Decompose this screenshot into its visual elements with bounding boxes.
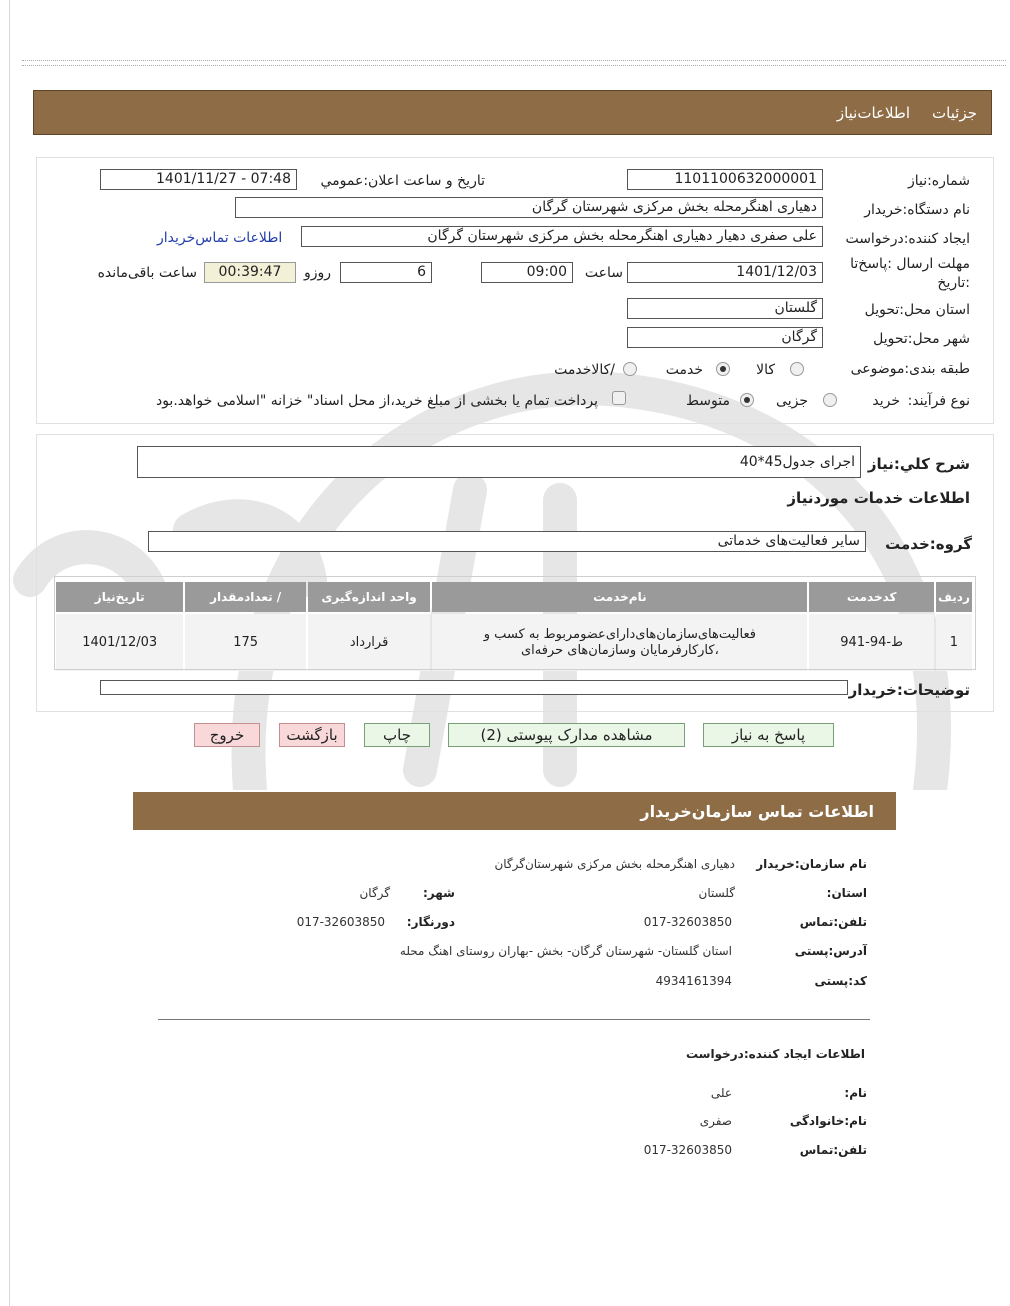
exit-button[interactable]: خروج xyxy=(194,723,260,747)
buyer-notes-field xyxy=(100,680,848,695)
process-option-minor: جزیی xyxy=(776,393,808,409)
deadline-time-field: 09:00 xyxy=(481,262,573,283)
buyer-org-label: نام دستگاه:خریدار xyxy=(864,202,970,218)
contact-province-label: استان: xyxy=(826,886,867,900)
announce-label: تاریخ و ساعت اعلان:عمومي xyxy=(320,173,485,189)
print-button[interactable]: چاپ xyxy=(364,723,430,747)
days-label: روزو xyxy=(303,265,331,281)
province-label: استان محل:تحویل xyxy=(864,302,970,318)
contact-org-value: دهیاری اهنگرمحله بخش مرکزی شهرستان‌گرگان xyxy=(494,857,735,871)
creator-family-label: نام:خانوادگی xyxy=(789,1114,867,1128)
contact-city-value: گرگان xyxy=(359,886,390,900)
tab-details[interactable]: جزئیات xyxy=(932,103,977,122)
col-header-name: نام‌خدمت xyxy=(432,582,807,612)
need-number-label: شماره:نیاز xyxy=(907,173,970,189)
contact-fax-label: دورنگار: xyxy=(406,915,455,929)
announce-datetime-field: 1401/11/27 - 07:48 xyxy=(100,169,297,190)
contact-fax-value: 017-32603850 xyxy=(296,915,385,929)
contact-address-value: استان گلستان- شهرستان گرگان- بخش -بهاران روستای اهنگ محله xyxy=(399,944,732,958)
service-group-label: گروه:خدمت xyxy=(885,535,972,553)
process-radio-medium[interactable] xyxy=(740,393,754,407)
col-header-row: ردیف xyxy=(936,582,972,612)
contact-city-label: شهر: xyxy=(423,886,455,900)
creator-name-value: علی xyxy=(710,1086,732,1100)
tab-need-info[interactable]: اطلاعات‌نیاز xyxy=(836,103,911,122)
buyer-contact-bar: اطلاعات تماس سازمان‌خریدار xyxy=(133,792,896,830)
deadline-time-label: ساعت xyxy=(584,265,623,281)
creator-label: ایجاد کننده:درخواست xyxy=(845,231,970,247)
category-option-goods-service: /کالاخدمت xyxy=(554,362,615,378)
cell-code: ط-94-941 xyxy=(809,614,933,671)
col-header-qty: / تعدادمقدار xyxy=(185,582,305,612)
buyer-org-field: دهیاری اهنگرمحله بخش مرکزی شهرستان گرگان xyxy=(235,197,823,218)
service-group-field: سایر فعالیت‌های خدماتی xyxy=(148,531,866,552)
deadline-date-field: 1401/12/03 xyxy=(627,262,823,283)
category-option-service: خدمت xyxy=(665,362,703,378)
contact-address-label: آدرس:پستی xyxy=(794,944,867,958)
col-header-code: کدخدمت xyxy=(809,582,933,612)
summary-field: اجرای جدول45*40 xyxy=(137,446,861,478)
process-radio-minor[interactable] xyxy=(823,393,837,407)
category-radio-goods[interactable] xyxy=(790,362,804,376)
creator-name-label: نام: xyxy=(844,1086,867,1100)
col-header-date: تاریخ‌نیاز xyxy=(56,582,183,612)
days-field: 6 xyxy=(340,262,432,283)
view-attachments-button[interactable]: مشاهده مدارک پیوستی (2) xyxy=(448,723,685,747)
contact-phone-value: 017-32603850 xyxy=(643,915,732,929)
page-frame-line xyxy=(9,0,10,1306)
cell-date: 1401/12/03 xyxy=(56,614,183,671)
category-radio-goods-service[interactable] xyxy=(623,362,637,376)
contact-province-value: گلستان xyxy=(698,886,735,900)
city-field: گرگان xyxy=(627,327,823,348)
creator-info-title: اطلاعات ایجاد کننده:درخواست xyxy=(685,1047,865,1061)
cell-unit: قرارداد xyxy=(308,614,430,671)
province-field: گلستان xyxy=(627,298,823,319)
col-header-unit: واحد اندازه‌گیری xyxy=(308,582,430,612)
contact-postal-value: 4934161394 xyxy=(655,974,732,988)
process-label: نوع فرآیند: xyxy=(907,393,970,409)
contact-phone-label: تلفن:تماس xyxy=(799,915,867,929)
back-button[interactable]: بازگشت xyxy=(279,723,345,747)
buyer-notes-label: توضیحات:خریدار xyxy=(848,681,970,699)
summary-label: شرح کلي:نیاز xyxy=(867,455,970,473)
remaining-time-field: 00:39:47 xyxy=(204,262,296,283)
reply-to-need-button[interactable]: پاسخ به نیاز xyxy=(703,723,834,747)
buyer-contact-link[interactable]: اطلاعات تماس‌خریدار xyxy=(157,230,283,246)
contact-divider xyxy=(158,1019,870,1020)
treasury-payment-note: پرداخت تمام یا بخشی از مبلغ خرید،از محل اسناد" خزانه "اسلامی خواهد.بود xyxy=(155,393,598,409)
category-radio-service[interactable] xyxy=(716,362,730,376)
creator-phone-label: تلفن:تماس xyxy=(799,1143,867,1157)
city-label: شهر محل:تحویل xyxy=(873,331,970,347)
contact-postal-label: کد:پستی xyxy=(814,974,867,988)
services-title: اطلاعات خدمات موردنیاز xyxy=(787,489,970,507)
need-number-field: 1101100632000001 xyxy=(627,169,823,190)
details-header-bar xyxy=(33,90,992,135)
remaining-label: ساعت باقی‌مانده xyxy=(97,265,197,281)
deadline-label-date: :تاریخ xyxy=(937,275,970,291)
contact-org-label: نام سازمان:خریدار xyxy=(756,857,867,871)
category-option-goods: کالا xyxy=(756,362,775,378)
deadline-label: مهلت ارسال :پاسخ‌تا xyxy=(850,256,970,272)
process-buy-label: خرید xyxy=(872,393,900,409)
process-option-medium: متوسط xyxy=(686,393,730,409)
treasury-payment-checkbox[interactable] xyxy=(612,391,626,405)
category-label: طبقه بندی:موضوعی xyxy=(850,361,970,377)
creator-family-value: صفری xyxy=(699,1114,732,1128)
cell-name: فعالیت‌های‌سازمان‌های‌دارای‌عضو‌مربوط به کسب و ،کار‌کارفرمایان وسازمان‌های حرفه‌ای xyxy=(432,614,807,671)
creator-phone-value: 017-32603850 xyxy=(643,1143,732,1157)
cell-qty: 175 xyxy=(185,614,305,671)
cell-row: 1 xyxy=(936,614,972,671)
top-dotted-divider xyxy=(22,60,1006,66)
creator-field: علی صفری دهیار دهیاری اهنگرمحله بخش مرکزی شهرستان گرگان xyxy=(301,226,823,247)
services-table-border xyxy=(54,576,976,670)
